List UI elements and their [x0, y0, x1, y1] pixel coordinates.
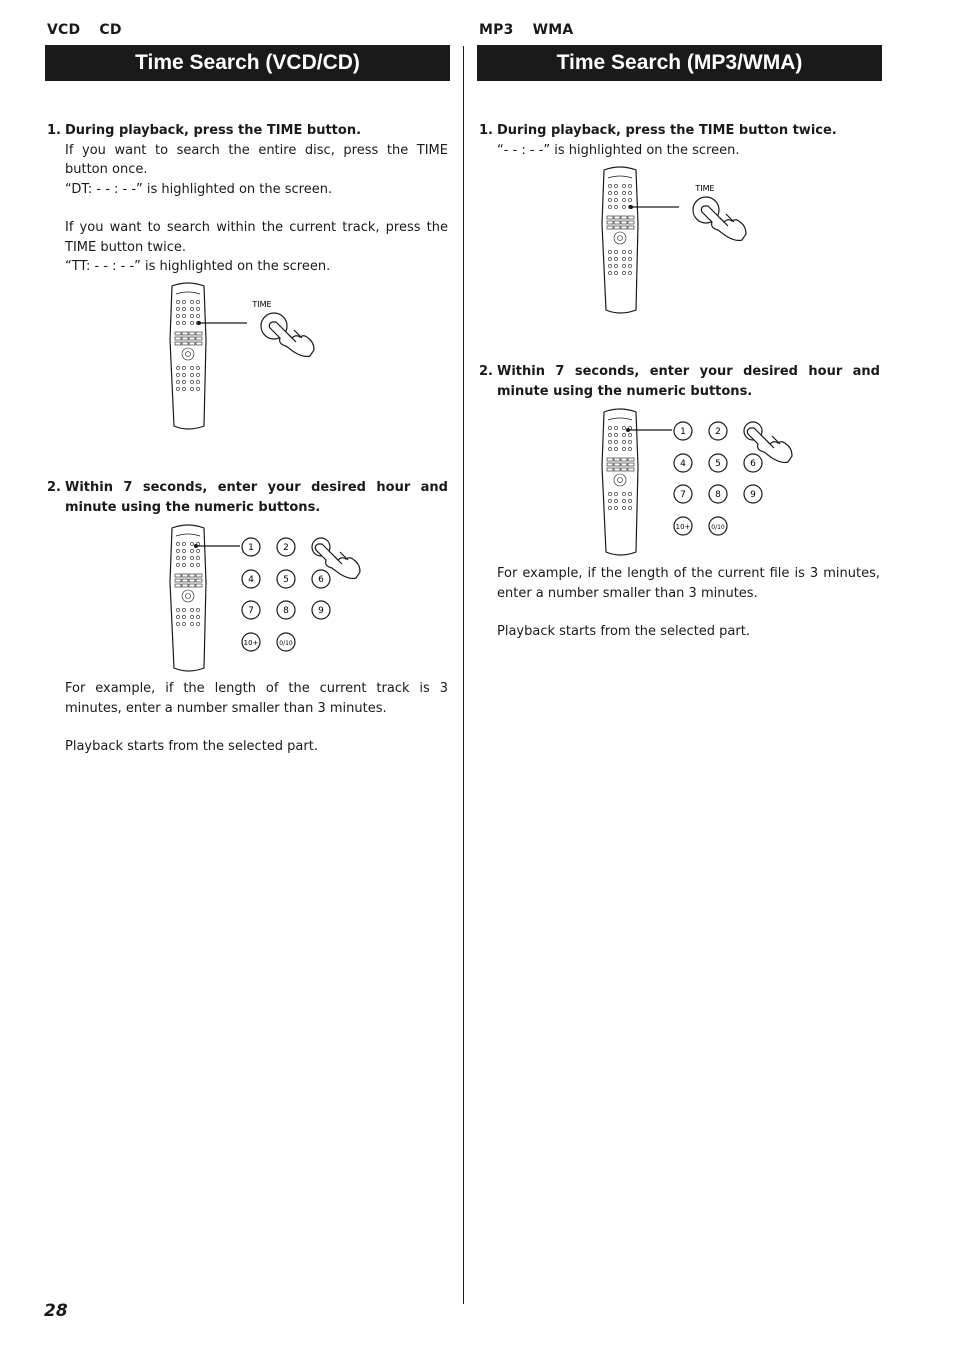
section-tags-vcd-cd: VCD CD: [47, 22, 122, 38]
time-button-label: TIME: [695, 184, 715, 193]
remote-numeric-illustration: [160, 522, 380, 677]
right-step-2-notes: [479, 564, 880, 642]
step-heading: 1. During playback, press the TIME button twice.: [479, 123, 837, 138]
svg-text:0/10: 0/10: [711, 524, 725, 531]
step-text: Playback starts from the selected part.: [65, 739, 318, 754]
svg-text:4: 4: [680, 459, 686, 469]
svg-text:7: 7: [680, 490, 686, 500]
svg-text:1: 1: [248, 543, 254, 553]
remote-control-icon: [602, 167, 638, 313]
pointing-hand-icon: [747, 428, 792, 463]
left-step-2: [47, 478, 448, 517]
svg-text:9: 9: [750, 490, 756, 500]
svg-text:10+: 10+: [243, 639, 259, 647]
svg-text:8: 8: [715, 490, 721, 500]
step-heading: 2. Within 7 seconds, enter your desired hour and minute using the numeric buttons.: [47, 480, 448, 515]
svg-text:6: 6: [750, 459, 756, 469]
step-text: If you want to search the entire disc, press the TIME button once.: [65, 142, 448, 177]
step-heading: 2. Within 7 seconds, enter your desired hour and minute using the numeric buttons.: [479, 364, 880, 399]
remote-control-icon: [170, 283, 206, 429]
step-heading: 1. During playback, press the TIME button.: [47, 123, 362, 138]
pointing-hand-icon: [315, 544, 360, 579]
svg-text:5: 5: [715, 459, 721, 469]
time-button-label: TIME: [252, 300, 272, 309]
svg-text:5: 5: [283, 575, 289, 585]
step-text: “- - : - -” is highlighted on the screen.: [497, 142, 740, 158]
remote-numeric-illustration: [592, 406, 812, 561]
svg-text:1: 1: [680, 427, 686, 437]
step-text: If you want to search within the current track, press the TIME button twice.: [65, 220, 448, 255]
svg-text:6: 6: [318, 575, 324, 585]
section-title-vcd-cd: Time Search (VCD/CD): [45, 45, 450, 81]
svg-text:2: 2: [715, 427, 721, 437]
page-number: 28: [44, 1301, 68, 1321]
remote-control-icon: [170, 525, 206, 671]
remote-time-illustration: [592, 164, 762, 319]
remote-control-icon: [602, 409, 638, 555]
svg-text:10+: 10+: [675, 523, 691, 531]
step-text: “TT: - - : - -” is highlighted on the screen.: [65, 259, 331, 274]
left-step-2-notes: [47, 679, 448, 757]
left-step-1: [47, 121, 448, 277]
svg-text:0/10: 0/10: [279, 640, 293, 647]
step-text: “DT: - - : - -” is highlighted on the screen.: [65, 181, 333, 197]
svg-text:7: 7: [248, 606, 254, 616]
svg-text:4: 4: [248, 575, 254, 585]
right-step-1: [479, 121, 880, 160]
section-title-mp3-wma: Time Search (MP3/WMA): [477, 45, 882, 81]
column-divider: [463, 46, 464, 1304]
right-step-2: [479, 362, 880, 401]
step-text: For example, if the length of the current file is 3 minutes, enter a number smaller than 3 minutes.: [497, 566, 880, 601]
step-text: For example, if the length of the current track is 3 minutes, enter a number smaller than 3 minutes.: [65, 681, 448, 716]
section-tags-mp3-wma: MP3 WMA: [479, 22, 574, 38]
remote-time-illustration: [160, 280, 330, 435]
svg-text:2: 2: [283, 543, 289, 553]
svg-text:9: 9: [318, 606, 324, 616]
step-text: Playback starts from the selected part.: [497, 624, 750, 639]
svg-text:8: 8: [283, 606, 289, 616]
